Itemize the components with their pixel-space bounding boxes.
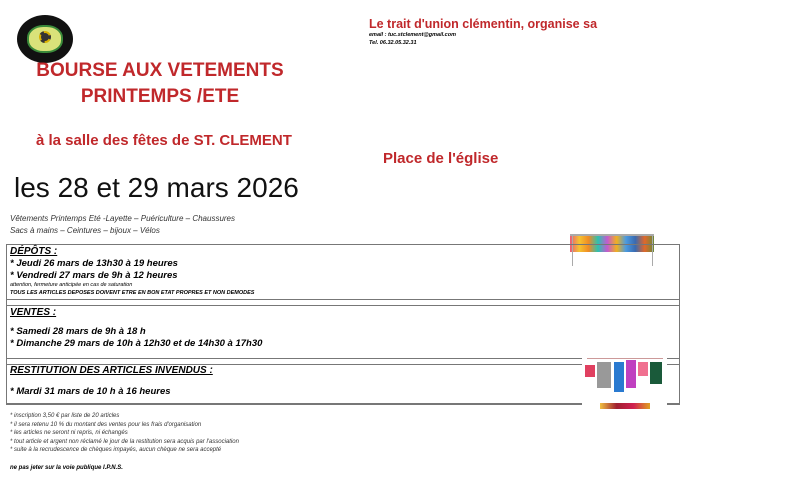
note-item: * tout article et argent non réclamé le jour de la restitution sera acquis par l'association xyxy=(10,438,239,445)
restitution-line: * Mardi 31 mars de 10 h à 16 heures xyxy=(10,386,171,397)
depots-warning: TOUS LES ARTICLES DEPOSES DOIVENT ETRE EN BON ETAT PROPRES ET NON DEMODES xyxy=(10,290,255,296)
note-item: * inscription 3,50 € par liste de 20 articles xyxy=(10,413,120,419)
note-item: * les articles ne seront ni repris, ni échangés xyxy=(10,430,128,436)
depots-note: attention, fermeture anticipée en cas de saturation xyxy=(10,282,133,288)
place: Place de l'église xyxy=(383,150,499,167)
depots-line: * Jeudi 26 mars de 13h30 à 19 heures xyxy=(10,258,178,269)
categories-line1: Vêtements Printemps Eté -Layette – Puériculture – Chaussures xyxy=(10,214,235,223)
phone: Tel. 06.32.05.32.31 xyxy=(369,40,417,46)
event-dates: les 28 et 29 mars 2026 xyxy=(14,172,299,203)
note-item: * il sera retenu 10 % du montant des ventes pour les frais d'organisation xyxy=(10,421,202,428)
clothes-display-image xyxy=(582,355,667,413)
email: email : tuc.stclement@gmail.com xyxy=(369,32,456,38)
ventes-line: * Dimanche 29 mars de 10h à 12h30 et de 14h30 à 17h30 xyxy=(10,338,263,349)
title-line1: BOURSE AUX VETEMENTS xyxy=(36,60,284,81)
restitution-heading: RESTITUTION DES ARTICLES INVENDUS : xyxy=(10,365,213,376)
note-item: * suite à la recrudescence de chèques impayés, aucun chèque ne sera accepté xyxy=(10,447,222,453)
notes-list xyxy=(10,412,239,455)
ventes-line: * Samedi 28 mars de 9h à 18 h xyxy=(10,326,146,337)
logo xyxy=(17,15,73,63)
schedule-box xyxy=(6,244,680,405)
org-name: Le trait d'union clémentin, organise sa xyxy=(369,17,598,31)
categories-line2: Sacs à mains – Ceintures – bijoux – Vélos xyxy=(10,226,160,235)
depots-line: * Vendredi 27 mars de 9h à 12 heures xyxy=(10,270,178,281)
ventes-heading: VENTES : xyxy=(10,307,57,318)
depots-heading: DÉPÔTS : xyxy=(10,246,58,257)
footer-ipns: ne pas jeter sur la voie publique I.P.N.S. xyxy=(10,465,123,471)
title-line2: PRINTEMPS /ETE xyxy=(80,86,240,107)
venue: à la salle des fêtes de ST. CLEMENT xyxy=(36,132,292,149)
